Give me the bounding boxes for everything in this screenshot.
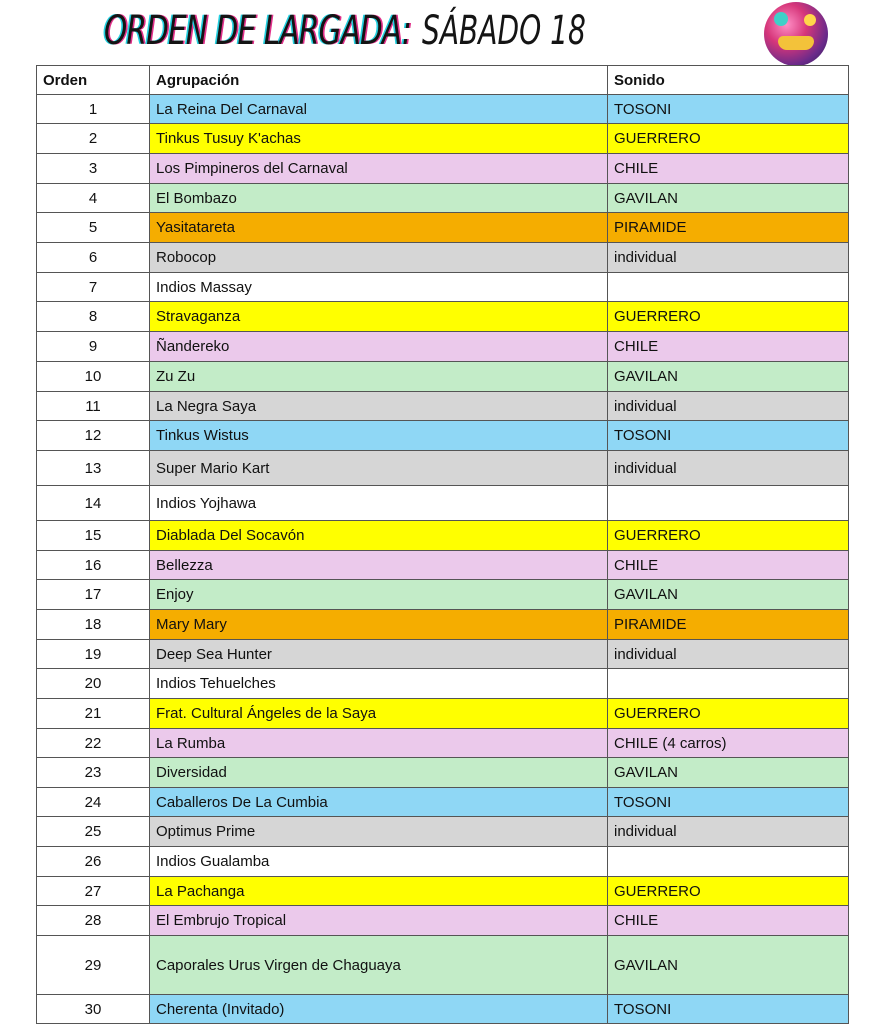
- cell-sonido: CHILE: [608, 332, 849, 362]
- cell-agrupacion: Caporales Urus Virgen de Chaguaya: [150, 936, 608, 995]
- table-row: [37, 154, 849, 184]
- cell-agrupacion: Mary Mary: [150, 610, 608, 640]
- cell-orden: 14: [37, 486, 150, 521]
- cell-sonido: GAVILAN: [608, 362, 849, 392]
- cell-sonido: [608, 669, 849, 699]
- cell-sonido: GUERRERO: [608, 521, 849, 551]
- cell-orden: 27: [37, 877, 150, 906]
- cell-agrupacion: Los Pimpineros del Carnaval: [150, 154, 608, 184]
- table-row: [37, 758, 849, 788]
- cell-agrupacion: La Negra Saya: [150, 392, 608, 421]
- cell-sonido: GUERRERO: [608, 302, 849, 332]
- table-row: [37, 847, 849, 877]
- title-main: ORDEN DE LARGADA:: [104, 8, 411, 54]
- table-row: [37, 906, 849, 936]
- cell-orden: 24: [37, 788, 150, 817]
- cell-orden: 28: [37, 906, 150, 936]
- cell-agrupacion: Robocop: [150, 243, 608, 273]
- cell-sonido: GUERRERO: [608, 124, 849, 154]
- table-row: [37, 124, 849, 154]
- cell-agrupacion: La Reina Del Carnaval: [150, 95, 608, 124]
- cell-sonido: individual: [608, 392, 849, 421]
- title-date: SÁBADO 18: [422, 8, 587, 54]
- table-row: [37, 486, 849, 521]
- cell-agrupacion: Indios Tehuelches: [150, 669, 608, 699]
- cell-sonido: TOSONI: [608, 995, 849, 1024]
- cell-agrupacion: Optimus Prime: [150, 817, 608, 847]
- carnival-mask-avatar-icon: [764, 2, 828, 66]
- table-row: [37, 699, 849, 729]
- cell-sonido: GAVILAN: [608, 580, 849, 610]
- cell-sonido: individual: [608, 640, 849, 669]
- cell-agrupacion: Cherenta (Invitado): [150, 995, 608, 1024]
- table-row: [37, 521, 849, 551]
- cell-orden: 2: [37, 124, 150, 154]
- table-row: [37, 729, 849, 758]
- page-title: [104, 8, 632, 60]
- cell-agrupacion: Bellezza: [150, 551, 608, 580]
- cell-sonido: TOSONI: [608, 421, 849, 451]
- cell-sonido: GUERRERO: [608, 877, 849, 906]
- cell-orden: 23: [37, 758, 150, 788]
- cell-agrupacion: Indios Gualamba: [150, 847, 608, 877]
- cell-orden: 18: [37, 610, 150, 640]
- cell-agrupacion: Zu Zu: [150, 362, 608, 392]
- cell-agrupacion: Tinkus Wistus: [150, 421, 608, 451]
- cell-orden: 9: [37, 332, 150, 362]
- cell-agrupacion: Diversidad: [150, 758, 608, 788]
- cell-orden: 25: [37, 817, 150, 847]
- cell-agrupacion: Ñandereko: [150, 332, 608, 362]
- cell-orden: 6: [37, 243, 150, 273]
- table-row: [37, 610, 849, 640]
- cell-sonido: individual: [608, 817, 849, 847]
- cell-agrupacion: Enjoy: [150, 580, 608, 610]
- table-header-row: [37, 66, 849, 95]
- cell-agrupacion: Diablada Del Socavón: [150, 521, 608, 551]
- cell-orden: 15: [37, 521, 150, 551]
- table-row: [37, 95, 849, 124]
- table-row: [37, 243, 849, 273]
- cell-agrupacion: La Rumba: [150, 729, 608, 758]
- table-row: [37, 669, 849, 699]
- cell-sonido: GUERRERO: [608, 699, 849, 729]
- cell-sonido: PIRAMIDE: [608, 213, 849, 243]
- table-row: [37, 640, 849, 669]
- cell-sonido: TOSONI: [608, 95, 849, 124]
- cell-orden: 17: [37, 580, 150, 610]
- cell-agrupacion: Tinkus Tusuy K'achas: [150, 124, 608, 154]
- cell-sonido: PIRAMIDE: [608, 610, 849, 640]
- cell-orden: 8: [37, 302, 150, 332]
- cell-agrupacion: Deep Sea Hunter: [150, 640, 608, 669]
- header-agrupacion: Agrupación: [150, 66, 608, 95]
- cell-agrupacion: El Bombazo: [150, 184, 608, 213]
- cell-sonido: GAVILAN: [608, 758, 849, 788]
- table-row: [37, 421, 849, 451]
- cell-agrupacion: Yasitatareta: [150, 213, 608, 243]
- cell-sonido: CHILE: [608, 154, 849, 184]
- cell-sonido: [608, 847, 849, 877]
- cell-orden: 20: [37, 669, 150, 699]
- table-row: [37, 273, 849, 302]
- cell-orden: 3: [37, 154, 150, 184]
- cell-agrupacion: La Pachanga: [150, 877, 608, 906]
- cell-sonido: CHILE: [608, 551, 849, 580]
- table-row: [37, 877, 849, 906]
- table-row: [37, 936, 849, 995]
- cell-orden: 22: [37, 729, 150, 758]
- cell-orden: 1: [37, 95, 150, 124]
- cell-sonido: GAVILAN: [608, 184, 849, 213]
- table-row: [37, 392, 849, 421]
- table-row: [37, 551, 849, 580]
- table-row: [37, 184, 849, 213]
- cell-sonido: CHILE: [608, 906, 849, 936]
- table-row: [37, 788, 849, 817]
- table-row: [37, 213, 849, 243]
- cell-orden: 10: [37, 362, 150, 392]
- cell-agrupacion: Stravaganza: [150, 302, 608, 332]
- cell-sonido: [608, 273, 849, 302]
- cell-orden: 13: [37, 451, 150, 486]
- cell-agrupacion: Indios Massay: [150, 273, 608, 302]
- cell-sonido: individual: [608, 451, 849, 486]
- cell-orden: 11: [37, 392, 150, 421]
- cell-sonido: CHILE (4 carros): [608, 729, 849, 758]
- cell-agrupacion: Caballeros De La Cumbia: [150, 788, 608, 817]
- cell-orden: 29: [37, 936, 150, 995]
- header-sonido: Sonido: [608, 66, 849, 95]
- cell-orden: 30: [37, 995, 150, 1024]
- table-row: [37, 332, 849, 362]
- cell-orden: 16: [37, 551, 150, 580]
- cell-orden: 7: [37, 273, 150, 302]
- cell-sonido: GAVILAN: [608, 936, 849, 995]
- cell-agrupacion: Indios Yojhawa: [150, 486, 608, 521]
- cell-orden: 4: [37, 184, 150, 213]
- table-row: [37, 817, 849, 847]
- cell-sonido: [608, 486, 849, 521]
- cell-orden: 5: [37, 213, 150, 243]
- cell-orden: 21: [37, 699, 150, 729]
- cell-orden: 19: [37, 640, 150, 669]
- table-row: [37, 995, 849, 1024]
- lineup-table: [36, 65, 849, 1024]
- cell-orden: 12: [37, 421, 150, 451]
- table-row: [37, 580, 849, 610]
- table-row: [37, 451, 849, 486]
- cell-orden: 26: [37, 847, 150, 877]
- cell-sonido: TOSONI: [608, 788, 849, 817]
- cell-agrupacion: El Embrujo Tropical: [150, 906, 608, 936]
- table-row: [37, 302, 849, 332]
- table-row: [37, 362, 849, 392]
- header-orden: Orden: [37, 66, 150, 95]
- cell-sonido: individual: [608, 243, 849, 273]
- cell-agrupacion: Super Mario Kart: [150, 451, 608, 486]
- cell-agrupacion: Frat. Cultural Ángeles de la Saya: [150, 699, 608, 729]
